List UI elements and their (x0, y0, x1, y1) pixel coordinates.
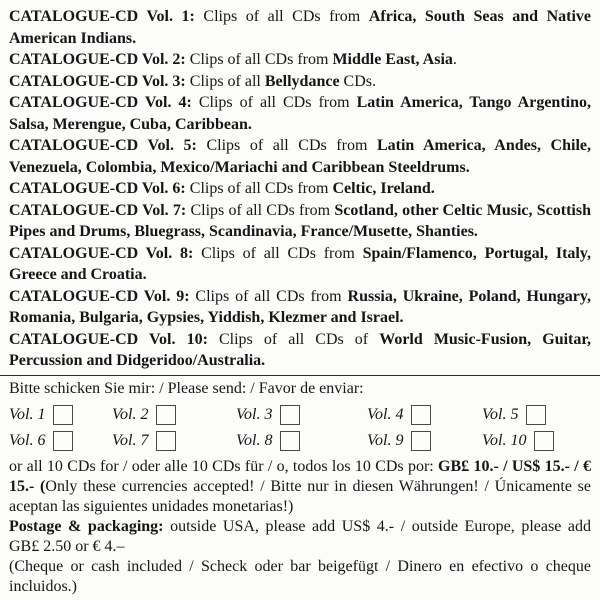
bold-text: Latin America, Andes, Chile, Venezuela, Colombia, Mexico/Mariachi and Caribbean Steeldrums. (9, 137, 592, 176)
regular-text: Only these currencies accepted! / Bitte nur in diesen Währungen! / Únicamente se aceptan las siguientes unidades monetarias!) (9, 477, 591, 515)
regular-text: Clips of all CDs of (218, 330, 380, 348)
volume-label: Vol. 4 (367, 405, 404, 423)
bold-text: CATALOGUE-CD Vol. 7: (9, 201, 191, 219)
volume-checkbox[interactable] (411, 405, 431, 425)
bold-text: Postage & packaging: (9, 517, 171, 535)
pricing-paragraph (9, 457, 591, 517)
bold-text: CATALOGUE-CD Vol. 5: (9, 137, 207, 154)
volume-option (112, 428, 236, 454)
regular-text: Clips of all CDs from (198, 94, 357, 111)
catalog-entry (9, 329, 591, 372)
bold-text: CATALOGUE-CD Vol. 2: (9, 51, 190, 68)
regular-text: Clips of all CDs from (189, 180, 333, 197)
bold-text: CATALOGUE-CD Vol. 1: (9, 8, 204, 25)
volume-option (367, 428, 482, 454)
volume-checkbox[interactable] (53, 431, 73, 451)
regular-text: Clips of all CDs from (195, 287, 348, 305)
volume-checkbox[interactable] (526, 405, 546, 425)
volume-option (9, 428, 112, 454)
catalog-list (9, 6, 591, 372)
regular-text: Clips of all CDs from (189, 51, 333, 68)
bold-text: Latin America, Tango Argentino, Salsa, Merengue, Cuba, Caribbean. (9, 94, 592, 133)
volume-label: Vol. 1 (9, 405, 46, 423)
catalog-entry (9, 178, 591, 200)
regular-text: outside USA, please add US$ 4.- / outside Europe, please add GB£ 2.50 or € 4.– (9, 517, 592, 555)
regular-text: Clips of all CDs from (203, 8, 369, 25)
catalog-entry (9, 6, 591, 49)
bold-text: Spain/Flamenco, Portugal, Italy, Greece and Croatia. (9, 244, 591, 283)
bold-text: CATALOGUE-CD Vol. 3: (9, 72, 190, 90)
volume-checkbox[interactable] (280, 405, 300, 425)
bold-text: CATALOGUE-CD Vol. 4: (9, 94, 199, 111)
bold-text: World Music-Fusion, Guitar, Percussion and Didgeridoo/Australia. (9, 330, 591, 369)
volume-checkbox[interactable] (411, 431, 431, 451)
catalog-entry (9, 71, 591, 93)
catalog-entry (9, 92, 591, 135)
regular-text: . (452, 51, 457, 68)
volume-option (112, 402, 236, 428)
bold-text: Russia, Ukraine, Poland, Hungary, Romania, Bulgaria, Gypsies, Yiddish, Klezmer and Israel. (9, 287, 591, 326)
bold-text: Scotland, other Celtic Music, Scottish Pipes and Drums, Bluegrass, Scandinavia, France/Musette, Shanties. (9, 201, 592, 240)
catalog-entry (9, 286, 591, 329)
catalog-entry (9, 49, 591, 71)
volume-option (236, 402, 367, 428)
regular-text: Clips of all CDs from (190, 201, 335, 219)
volume-checkbox[interactable] (534, 431, 554, 451)
regular-text: or all 10 CDs for / oder alle 10 CDs für / o, todos los 10 CDs por: (9, 457, 439, 475)
bold-text: CATALOGUE-CD Vol. 6: (9, 180, 190, 197)
volume-label: Vol. 3 (236, 405, 273, 423)
bold-text: CATALOGUE-CD Vol. 9: (9, 287, 196, 305)
volume-label: Vol. 8 (236, 431, 273, 449)
catalog-entry (9, 135, 591, 178)
volume-option (236, 428, 367, 454)
volume-label: Vol. 6 (9, 431, 46, 449)
regular-text: Clips of all CDs from (206, 137, 377, 154)
separator-line (0, 375, 600, 376)
bold-text: Bellydance (264, 72, 340, 90)
volume-checkbox[interactable] (156, 431, 176, 451)
postage-paragraph (9, 517, 591, 557)
volume-label: Vol. 10 (482, 431, 527, 449)
bold-text: Africa, South Seas and Native American Indians. (9, 8, 592, 47)
catalog-entry (9, 200, 591, 243)
catalog-entry (9, 243, 591, 286)
bold-text: CATALOGUE-CD Vol. 10: (9, 330, 219, 348)
volume-label: Vol. 2 (112, 405, 149, 423)
volume-label: Vol. 7 (112, 431, 149, 449)
volume-option (9, 402, 112, 428)
volume-label: Vol. 5 (482, 405, 519, 423)
bold-text: CATALOGUE-CD Vol. 8: (9, 244, 202, 262)
send-instruction: Bitte schicken Sie mir: / Please send: / Favor de enviar: (9, 379, 364, 397)
cheque-note: (Cheque or cash included / Scheck oder bar beigefügt / Dinero en efectivo o cheque incluidos.) (9, 557, 591, 595)
volume-checkbox[interactable] (53, 405, 73, 425)
regular-text: Clips of all (189, 72, 265, 90)
volume-checkbox-grid (9, 402, 591, 454)
volume-option (482, 428, 591, 454)
regular-text: Clips of all CDs from (201, 244, 363, 262)
volume-label: Vol. 9 (367, 431, 404, 449)
volume-option (482, 402, 591, 428)
regular-text: CDs. (339, 72, 376, 90)
bold-text: GB£ 10.- / US$ 15.- / € 15.- ( (9, 457, 591, 495)
bold-text: Celtic, Ireland. (332, 180, 435, 197)
bold-text: Middle East, Asia (332, 51, 453, 68)
volume-option (367, 402, 482, 428)
volume-checkbox[interactable] (280, 431, 300, 451)
volume-checkbox[interactable] (156, 405, 176, 425)
